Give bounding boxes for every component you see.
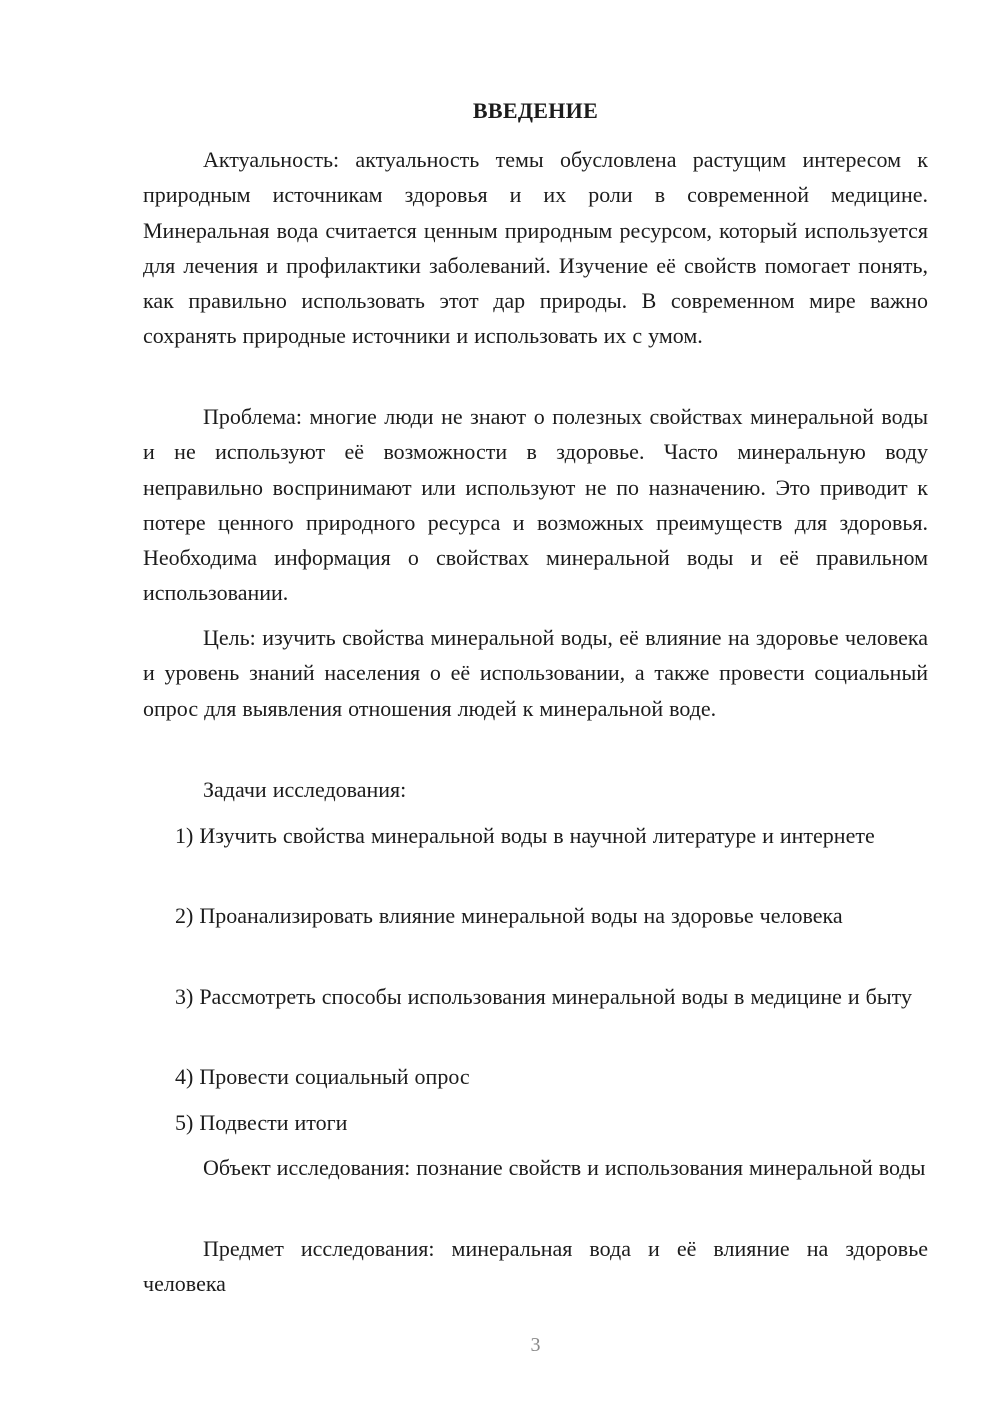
page-number: 3: [530, 1334, 541, 1356]
task-item-2: 2) Проанализировать влияние минеральной воды на здоровье человека: [175, 903, 843, 928]
task-item-3: 3) Рассмотреть способы использования минеральной воды в медицине и быту: [175, 984, 912, 1009]
task-item-4: 4) Провести социальный опрос: [175, 1064, 470, 1089]
tasks-heading: Задачи исследования:: [203, 777, 407, 802]
goal-paragraph: Цель: изучить свойства минеральной воды, её влияние на здоровье человека и уровень знаний населения о её использовании, а также провести социальный опрос для выявления отношения людей к минеральной воде.: [143, 625, 928, 721]
relevance-paragraph: Актуальность: актуальность темы обусловлена растущим интересом к природным источникам здоровья и их роли в современной медицине. Минеральная вода считается ценным природным ресурсом, который используется для лечения и профилактики заболеваний. Изучение её свойств помогает понять, как правильно использовать этот дар природы. В современном мире важно сохранять природные источники и использовать их с умом.: [143, 147, 928, 349]
task-item-5: 5) Подвести итоги: [175, 1110, 348, 1135]
problem-paragraph: Проблема: многие люди не знают о полезных свойствах минеральной воды и не используют её возможности в здоровье. Часто минеральную воду неправильно воспринимают или используют не по назначению. Это приводит к потере ценного природного ресурса и возможных преимуществ для здоровья. Необходима информация о свойствах минеральной воды и её правильном использовании.: [143, 404, 928, 606]
object-paragraph: Объект исследования: познание свойств и использования минеральной воды: [203, 1155, 926, 1180]
task-item-1: 1) Изучить свойства минеральной воды в научной литературе и интернете: [175, 823, 875, 848]
subject-paragraph: Предмет исследования: минеральная вода и её влияние на здоровье человека: [143, 1236, 928, 1297]
section-title: ВВЕДЕНИЕ: [472, 98, 599, 123]
document-page: [143, 0, 928, 1414]
